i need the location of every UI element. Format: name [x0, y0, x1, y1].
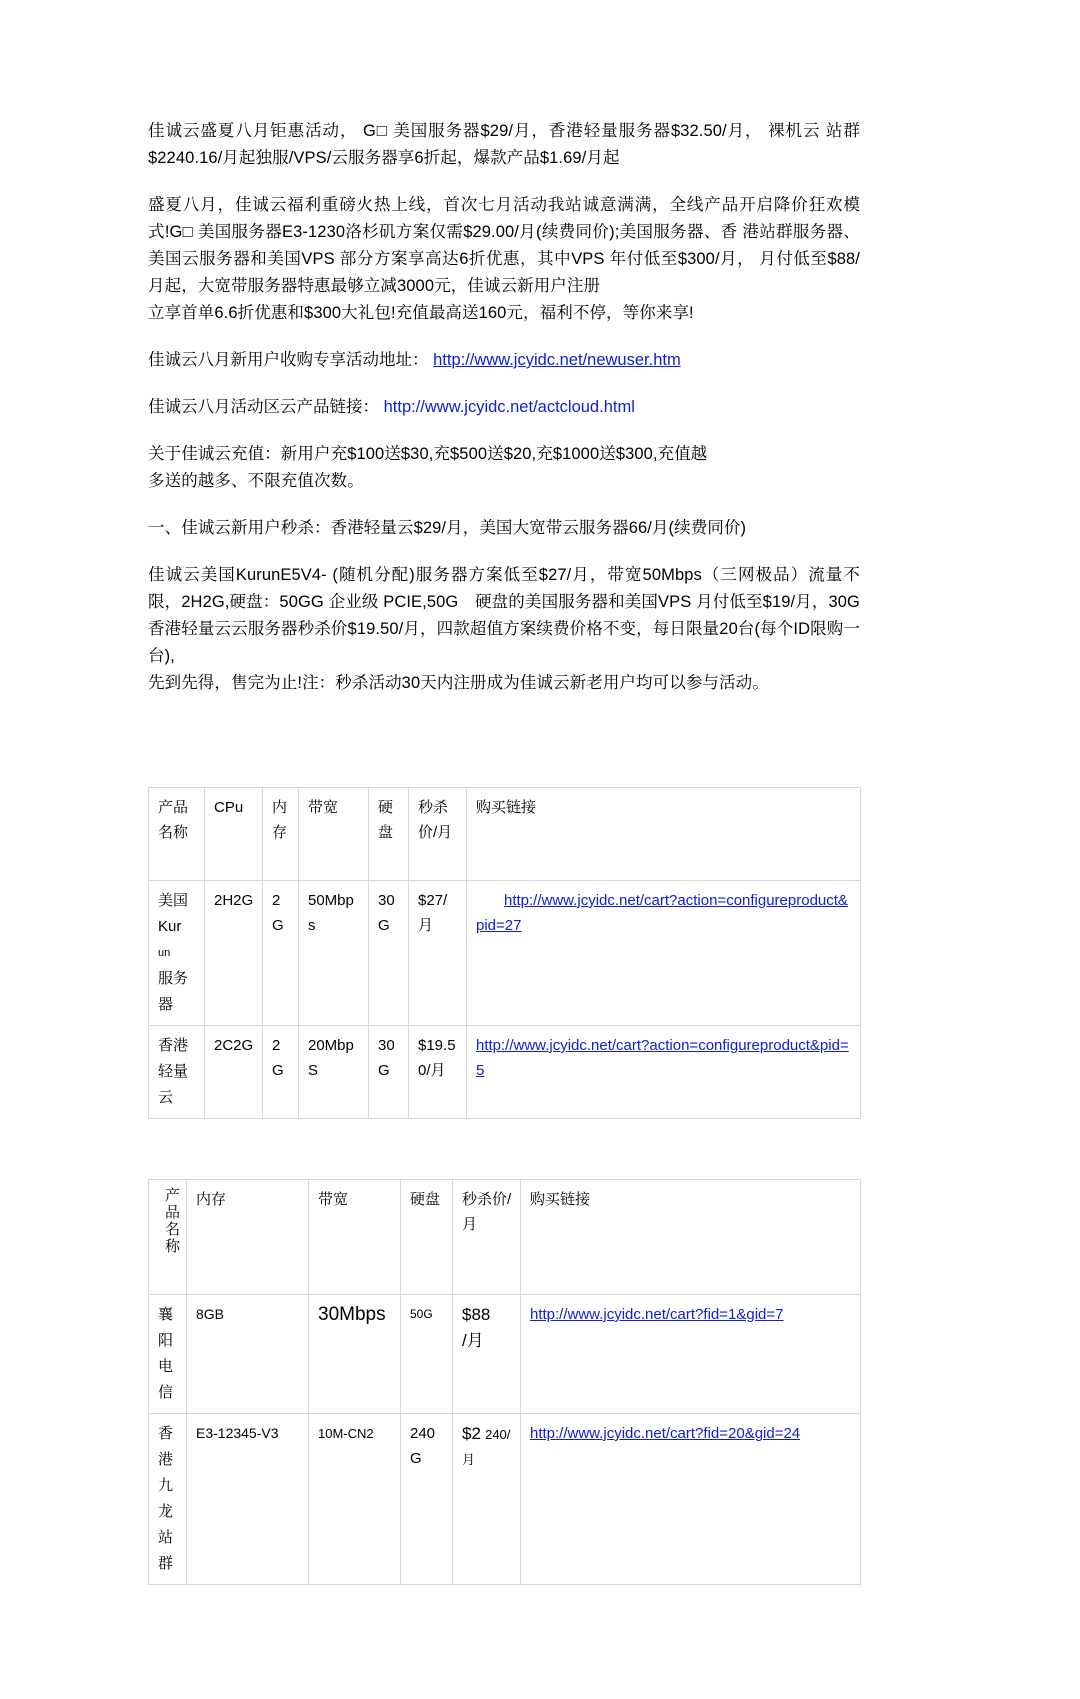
document-content: [148, 118, 860, 1585]
spacer-before-table-1: [148, 717, 860, 787]
recharge-paragraph-line2: 多送的越多、不限充值次数。: [148, 472, 364, 490]
table2-row1-name-part1: 襄: [158, 1306, 174, 1323]
table2-row1-price-main: $88: [462, 1305, 491, 1324]
table2-row2-name-part5: 站: [158, 1529, 174, 1546]
table2-header-price: 秒杀价/月: [453, 1180, 521, 1295]
actcloud-link-line: [148, 394, 860, 421]
table2-header-disk: 硬盘: [401, 1180, 453, 1295]
detail-paragraph: 佳诚云美国KurunE5V4- (随机分配)服务器方案低至$27/月，带宽50Mbps（三网极品）流量不限，2H2G,硬盘：50GG 企业级 PCIE,50G 硬盘的美国服务器和美国VPS 月付低至$19/月，30G 香港轻量云云服务器秒杀价$19.50/月，四款超值方案续费价格不变，每日限量20台(每个ID限购一台),: [148, 566, 860, 665]
table2-row1-memory: 8GB: [187, 1295, 309, 1414]
table2-row2-name: [149, 1414, 187, 1585]
table1-row1-name-part4: 服务: [158, 970, 189, 987]
table1-row1-name-part5: 器: [158, 996, 174, 1013]
table2-row2-price: [453, 1414, 521, 1585]
table2-row1-name-part3: 电: [158, 1358, 174, 1375]
table2-row1-bandwidth: 30Mbps: [309, 1295, 401, 1414]
table2-row1-disk: 50G: [401, 1295, 453, 1414]
table1-row1-name-part3: un: [158, 947, 171, 959]
table2-row2-disk: 240G: [401, 1414, 453, 1585]
table2-row2-name-part1: 香: [158, 1425, 174, 1442]
intro-paragraph-line2: 立享首单6.6折优惠和$300大礼包!充值最高送160元，福利不停，等你来享!: [148, 304, 694, 322]
table1-row1-name: [149, 881, 205, 1026]
table1-row2-disk: 30G: [369, 1026, 409, 1119]
spacer-before-table-2: [148, 1119, 860, 1179]
table2-row2-name-part6: 群: [158, 1555, 174, 1572]
headline-paragraph: 佳诚云盛夏八月钜惠活动， G□ 美国服务器$29/月，香港轻量服务器$32.50/月， 裸机云 站群$2240.16/月起独服/VPS/云服务器享6折起，爆款产品$1.69/月起: [148, 122, 860, 167]
table1-row2-name-part2: 轻量: [158, 1063, 189, 1080]
table-row: [149, 1026, 861, 1119]
table2-row2-price-main: $2: [462, 1424, 481, 1443]
table1-row1-name-part1: 美国: [158, 892, 189, 909]
newuser-link-label: 佳诚云八月新用户收购专享活动地址：: [148, 351, 429, 369]
table1-row1-buy-link[interactable]: http://www.jcyidc.net/cart?action=configureproduct&pid=27: [476, 892, 848, 934]
table1-header-name: 产品名称: [149, 788, 205, 881]
table1-row2-memory: 2G: [263, 1026, 299, 1119]
table2-row2-link-cell: [521, 1414, 861, 1585]
section-one-heading: 一、佳诚云新用户秒杀：香港轻量云$29/月，美国大宽带云服务器66/月(续费同价): [148, 519, 747, 537]
table1-row2-buy-link[interactable]: http://www.jcyidc.net/cart?action=configureproduct&pid=5: [476, 1037, 849, 1079]
table2-row2-memory: E3-12345-V3: [187, 1414, 309, 1585]
table2-row2-bandwidth: 10M-CN2: [309, 1414, 401, 1585]
table-row: [149, 1414, 861, 1585]
table1-header-bandwidth: 带宽: [299, 788, 369, 881]
table1-row2-name-part1: 香港: [158, 1037, 189, 1054]
table2-row1-name: [149, 1295, 187, 1414]
table1-row2-name: [149, 1026, 205, 1119]
table1-row2-link-cell: [467, 1026, 861, 1119]
table1-row2-cpu: 2C2G: [205, 1026, 263, 1119]
table2-row1-price-sub: /月: [462, 1331, 484, 1350]
table1-header-link: 购买链接: [467, 788, 861, 881]
table1-header-disk: 硬盘: [369, 788, 409, 881]
product-table-1: [148, 787, 861, 1119]
table1-row1-memory: 2G: [263, 881, 299, 1026]
table2-row2-name-part4: 龙: [158, 1503, 174, 1520]
table2-row1-link-cell: [521, 1295, 861, 1414]
table2-row2-buy-link[interactable]: http://www.jcyidc.net/cart?fid=20&gid=24: [530, 1425, 801, 1442]
table1-row1-cpu: 2H2G: [205, 881, 263, 1026]
table2-header-name: [149, 1180, 187, 1295]
table-row: [149, 881, 861, 1026]
table2-header-name-text: 产品名称: [163, 1187, 180, 1255]
table2-row2-name-part3: 九: [158, 1477, 174, 1494]
table2-row1-price: [453, 1295, 521, 1414]
newuser-link[interactable]: http://www.jcyidc.net/newuser.htm: [433, 351, 681, 369]
table2-row2-name-part2: 港: [158, 1451, 174, 1468]
table-row: [149, 1180, 861, 1295]
newuser-link-line: [148, 347, 860, 374]
table2-header-bandwidth: 带宽: [309, 1180, 401, 1295]
table2-header-link: 购买链接: [521, 1180, 861, 1295]
table1-row1-name-part2: Kur: [158, 918, 182, 935]
table1-row2-name-part3: 云: [158, 1089, 174, 1106]
product-table-2: [148, 1179, 861, 1585]
table1-header-cpu: CPu: [205, 788, 263, 881]
intro-paragraph: 盛夏八月，佳诚云福利重磅火热上线，首次七月活动我站诚意满满，全线产品开启降价狂欢模式!G□ 美国服务器E3-1230洛杉矶方案仅需$29.00/月(续费同价);美国服务器、香 港站群服务器、美国云服务器和美国VPS 部分方案享高达6折优惠，其中VPS 年付低至$300/月， 月付低至$88/月起，大宽带服务器特惠最够立减3000元，佳诚云新用户注册: [148, 196, 860, 295]
table1-row2-bandwidth: 20MbpS: [299, 1026, 369, 1119]
table1-row1-link-cell: [467, 881, 861, 1026]
actcloud-link-label: 佳诚云八月活动区云产品链接：: [148, 398, 379, 416]
table1-row2-price: $19.50/月: [409, 1026, 467, 1119]
table2-row1-name-part2: 阳: [158, 1332, 174, 1349]
table1-row1-bandwidth: 50Mbps: [299, 881, 369, 1026]
table2-row1-buy-link[interactable]: http://www.jcyidc.net/cart?fid=1&gid=7: [530, 1306, 784, 1323]
table2-row1-name-part4: 信: [158, 1384, 174, 1401]
table1-header-memory: 内存: [263, 788, 299, 881]
actcloud-link[interactable]: http://www.jcyidc.net/actcloud.html: [383, 398, 635, 416]
table1-row1-disk: 30G: [369, 881, 409, 1026]
detail-paragraph-line2: 先到先得，售完为止!注：秒杀活动30天内注册成为佳诚云新老用户均可以参与活动。: [148, 674, 769, 692]
table-row: [149, 788, 861, 881]
table1-row1-price: $27/月: [409, 881, 467, 1026]
recharge-paragraph: 关于佳诚云充值：新用户充$100送$30,充$500送$20,充$1000送$300,充值越: [148, 445, 708, 463]
table2-header-memory: 内存: [187, 1180, 309, 1295]
table2-row2-price-sub: 240/月: [462, 1427, 511, 1467]
table1-header-price: 秒杀价/月: [409, 788, 467, 881]
table-row: [149, 1295, 861, 1414]
